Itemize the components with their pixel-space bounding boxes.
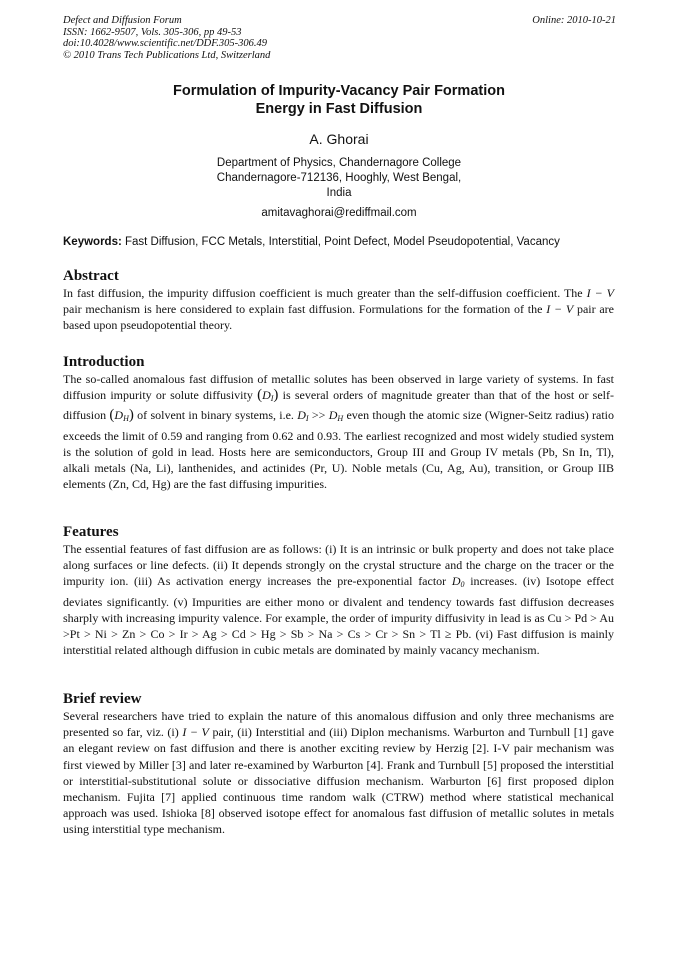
affiliation-line-2: Chandernagore-712136, Hooghly, West Bengal, <box>216 172 462 184</box>
affiliation <box>0 156 678 201</box>
doi-line: doi:10.4028/www.scientific.net/DDF.305-306.49 <box>63 38 268 49</box>
abstract-heading: Abstract <box>63 268 119 284</box>
author-email: amitavaghorai@rediffmail.com <box>261 207 417 219</box>
brief-review-section <box>63 691 614 838</box>
iv-symbol: I − V <box>546 302 574 317</box>
journal-name: Defect and Diffusion Forum <box>63 15 182 26</box>
title-line-1: Formulation of Impurity-Vacancy Pair Formation <box>173 83 505 99</box>
title-line-2: Energy in Fast Diffusion <box>255 101 423 117</box>
features-text: The essential features of fast diffusion are as follows: (i) It is an intrinsic or bulk property and does not take place along surfaces or line defects. (ii) It depends strongly on the crystal structure and the charge on the tracer or the impurity ion. (iii) As activation energy increases the pre-exponential factor $D_0$ increases. (iv) Isotope effect deviates significantly. (v) Impurities are either mono or divalent and tendency towards fast diffusion decreases sharply with increasing impurity valence. For example, the order of impurity diffusivity in lead is as Cu > Pd > Au >Pt > Ni > Zn > Co > Ir > Ag > Cd > Hg > Sb > Na > Cs > Cr > Sn > Tl ≥ Pb. (vi) Fast diffusion is mainly interstitial related although diffusion in cubic metals are dominated by mainly vacancy mechanism. <box>63 542 614 658</box>
iv-symbol: I − V <box>182 725 209 740</box>
di-symbol: $(D_I)$ <box>257 387 279 404</box>
affiliation-line-3: India <box>326 187 352 199</box>
author-name: A. Ghorai <box>309 131 369 147</box>
abstract-section <box>63 268 614 334</box>
paper-title <box>0 82 678 118</box>
introduction-text: The so-called anomalous fast diffusion of metallic solutes has been observed in large variety of systems. In fast diffusion impurity or solute diffusivity $(D_I)$ is several orders of magnitude greater than that of the host or self-diffusion $(D_H)$ of solvent in binary systems, i.e. $D_I >> D_H$ even though the atomic size (Wigner-Seitz radius) ratio exceeds the limit of 0.59 and ranging from 0.62 and 0.93. The earliest recognized and most widely studied system is the solution of gold in lead. Hosts here are semiconductors, Group III and Group IV metals (Pb, Sn In, Tl), alkali metals (Na, Li), lanthenides, and actinides (Pr, U). Noble metals (Cu, Ag, Au), transition, or Group IIB elements (Zn, Cd, Hg) are the fast diffusing impurities. <box>63 372 615 492</box>
d0-symbol: $D_0$ <box>451 574 465 590</box>
brief-review-text: Several researchers have tried to explain the nature of this anomalous diffusion and only three mechanisms are presented so far, viz. (i) I − V pair, (ii) Interstitial and (iii) Diplon mechanisms. Warburton and Turnbull [1] gave an elegant review on fast diffusion and there is another exciting review by Herzig [2]. I-V pair mechanism was first viewed by Miller [3] and later re-examined by Warburton [4]. Frank and Turnbull [5] proposed the interstitial or interstitial-substitutional solute or dissociative diffusion mechanism. Warburton [6] first proposed diplon mechanism. Fujita [7] applied continuous time random walk (CTRW) method where statistical mechanical approach was used. Ishioka [8] observed isotope effect for anomalous fast diffusion of metallic solutes in metals using interstitial type mechanism. <box>63 709 614 837</box>
keywords-label: Keywords: <box>63 236 122 248</box>
online-date: Online: 2010-10-21 <box>532 15 616 26</box>
inequality-expression: $D_I >> D_H$ <box>297 408 344 424</box>
dh-symbol: $(D_H)$ <box>109 407 134 424</box>
features-heading: Features <box>63 524 119 540</box>
issn-line: ISSN: 1662-9507, Vols. 305-306, pp 49-53 <box>63 26 242 38</box>
keywords <box>63 235 623 250</box>
brief-review-heading: Brief review <box>63 691 142 707</box>
introduction-section <box>63 354 614 492</box>
publication-header <box>63 15 616 61</box>
introduction-heading: Introduction <box>63 354 145 370</box>
copyright-line: © 2010 Trans Tech Publications Ltd, Switzerland <box>63 49 271 61</box>
iv-symbol: I − V <box>586 286 614 300</box>
features-section <box>63 524 614 658</box>
keywords-text: Fast Diffusion, FCC Metals, Interstitial, Point Defect, Model Pseudopotential, Vacancy <box>125 236 560 248</box>
affiliation-line-1: Department of Physics, Chandernagore College <box>216 157 462 169</box>
abstract-text: In fast diffusion, the impurity diffusion coefficient is much greater than the self-diffusion coefficient. The I − V pair mechanism is here considered to explain fast diffusion. Formulations for the formation of the I − V pair are based upon pseudopotential theory. <box>63 286 615 333</box>
